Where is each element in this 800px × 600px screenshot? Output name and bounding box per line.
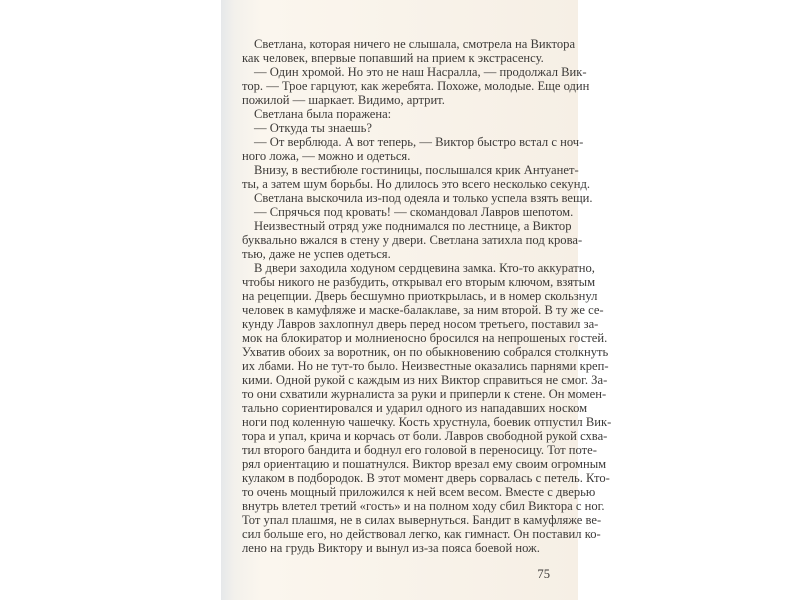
text-line: кими. Одной рукой с каждым из них Виктор справиться не смог. За- bbox=[242, 373, 608, 387]
text-line: ноги под коленную чашечку. Кость хрустнула, боевик отпустил Вик- bbox=[242, 415, 612, 429]
text-line: тора и упал, крича и корчась от боли. Лавров свободной рукой схва- bbox=[242, 429, 608, 443]
text-line: Тот упал плашмя, не в силах вывернуться. Бандит в камуфляже ве- bbox=[242, 513, 602, 527]
text-line: лено на грудь Виктору и вынул из-за пояса боевой нож. bbox=[242, 541, 540, 555]
text-line: то очень мощный приложился к ней всем весом. Вместе с дверью bbox=[242, 485, 596, 499]
text-line: Светлана, которая ничего не слышала, смотрела на Виктора bbox=[254, 37, 576, 51]
text-line: тью, даже не успев одеться. bbox=[242, 247, 391, 261]
text-line: буквально вжался в стену у двери. Светлана затихла под крова- bbox=[242, 233, 583, 247]
text-line: тил второго бандита и боднул его головой в переносицу. Тот поте- bbox=[242, 443, 597, 457]
text-line: кунду Лавров захлопнул дверь перед носом третьего, поставил за- bbox=[242, 317, 599, 331]
text-line: сил больше его, но действовал легко, как гимнаст. Он поставил ко- bbox=[242, 527, 601, 541]
text-line: Светлана была поражена: bbox=[254, 107, 392, 121]
text-line: Внизу, в вестибюле гостиницы, послышался крик Антуанет- bbox=[254, 163, 579, 177]
text-line: тор. — Трое гарцуют, как жеребята. Похоже, молодые. Еще один bbox=[242, 79, 590, 93]
text-line: Светлана выскочила из-под одеяла и только успела взять вещи. bbox=[254, 191, 593, 205]
text-line: ты, а затем шум борьбы. Но длилось это всего несколько секунд. bbox=[242, 177, 591, 191]
text-line: кулаком в подбородок. В этот момент дверь сорвалась с петель. Кто- bbox=[242, 471, 610, 485]
body-text bbox=[242, 37, 612, 555]
text-line: то они схватили журналиста за руки и приперли к стене. Он момен- bbox=[242, 387, 607, 401]
text-line: чтобы никого не разбудить, открывал его вторым ключом, взятым bbox=[242, 275, 596, 289]
book-page bbox=[221, 0, 612, 600]
page-number: 75 bbox=[537, 567, 550, 581]
text-line: на рецепции. Дверь бесшумно приоткрылась, и в номер скользнул bbox=[242, 289, 598, 303]
text-line: — Один хромой. Но это не наш Насралла, — продолжал Вик- bbox=[254, 65, 587, 79]
text-line: мок на блокиратор и молниеносно бросился на непрошеных гостей. bbox=[242, 331, 608, 345]
text-line: пожилой — шаркает. Видимо, артрит. bbox=[242, 93, 445, 107]
text-line: человек в камуфляже и маске-балаклаве, за ним второй. В ту же се- bbox=[242, 303, 604, 317]
text-line: — Спрячься под кровать! — скомандовал Лавров шепотом. bbox=[254, 205, 574, 219]
text-line: их лбами. Но не тут-то было. Неизвестные оказались парнями креп- bbox=[242, 359, 609, 373]
text-line: Ухватив обоих за воротник, он по обыкновению собрался столкнуть bbox=[242, 345, 609, 359]
text-line: — От верблюда. А вот теперь, — Виктор быстро встал с ноч- bbox=[254, 135, 584, 149]
text-line: внутрь влетел третий «гость» и на полном ходу сбил Виктора с ног. bbox=[242, 499, 605, 513]
text-line: Неизвестный отряд уже поднимался по лестнице, а Виктор bbox=[254, 219, 572, 233]
text-line: ного ложа, — можно и одеться. bbox=[242, 149, 411, 163]
text-line: как человек, впервые попавший на прием к экстрасенсу. bbox=[242, 51, 544, 65]
text-line: — Откуда ты знаешь? bbox=[254, 121, 372, 135]
text-line: тально сориентировался и ударил одного из нападавших носком bbox=[242, 401, 588, 415]
text-line: В двери заходила ходуном сердцевина замка. Кто-то аккуратно, bbox=[254, 261, 595, 275]
text-line: рял ориентацию и пошатнулся. Виктор врезал ему своим огромным bbox=[242, 457, 607, 471]
